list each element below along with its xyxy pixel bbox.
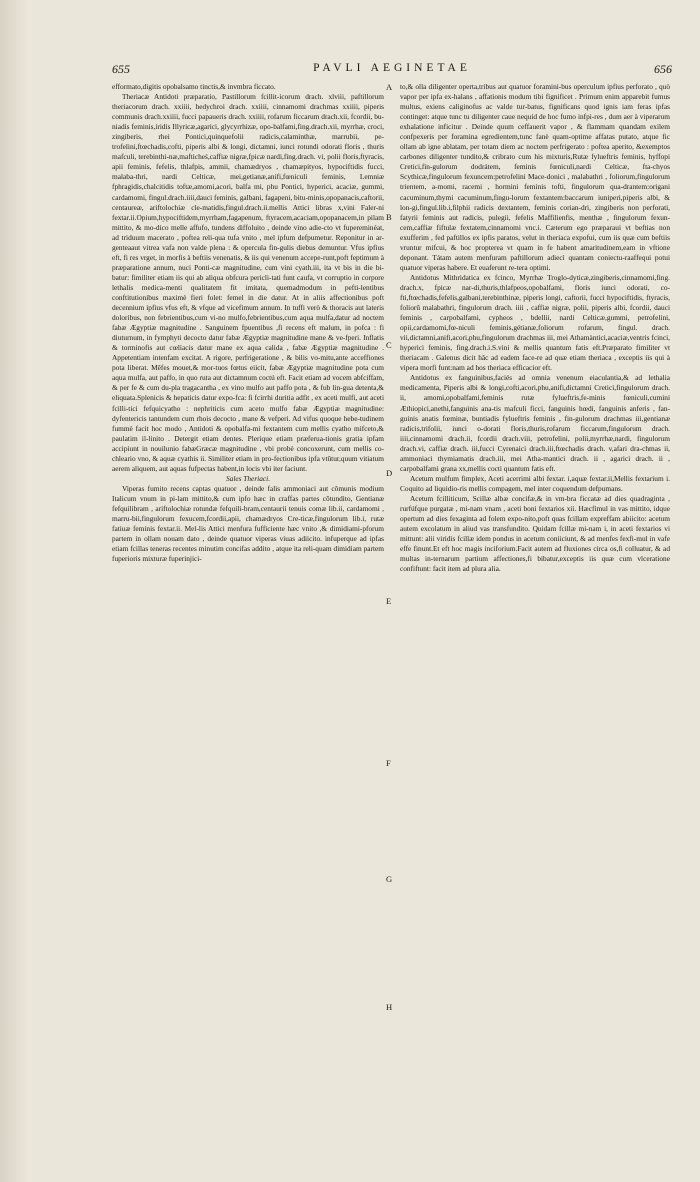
paragraph-mithridatica: Antidotus Mithridatica ex fcinco, Myrrhæ Troglo-dyticæ,zingiberis,cinnamomi,fing. drach.x, fpicæ nar-di,thuris,thlafpeos,opobalfami, floris iunci odorati, co-fti,ftœchadis,fefelis,galbani,terebinthinæ, piperis longi, caftorii, fucci hypociftidis, ftyracis, foliorũ malabathri, fingulorum drach. iiii , caffiæ nigræ, polii, piperis albi, fcordii, dauci feminis , carpobalfami, cypheos , bdellii, nardi Celticæ,gummi, petrofelini, opii,cardamomi,fœ-niculi feminis,gétianæ,foliorum rofarum, fingul. drach. vii,dictamni,anifi,acori,phu,fingulorum drachmas iii, mei Athamàntici,acaciæ,ventris fcinci, hyperici feminis, fing.drach.i.S.vini & mellis quantum fatis eft.Præparato fimiliter vt theriacam . Galenus dicit hâc ad eadem face-re ad quæ etiam theriaca , exceptis iis qui à vipera morfi funt:nam ad hos theriaca efficacior eft. bbox=[400, 272, 670, 373]
left-column bbox=[112, 82, 384, 1122]
page-number-left: 655 bbox=[112, 62, 130, 76]
page-number-right: 656 bbox=[654, 62, 672, 76]
margin-letter: H bbox=[386, 1002, 393, 1012]
section-heading: Sales Theriaci. bbox=[225, 473, 271, 483]
margin-letter: C bbox=[386, 340, 392, 350]
paragraph: efformato,digitis opobalsamo tinctis,& invmbra ficcato. bbox=[112, 82, 276, 91]
paragraph-sales-theriaci: Viperas fumito recens captas quatuor , deinde falis ammoniaci aut cõmunis modium Italicum vnum in pi-lam mittito,& cum ipfo hæc in craffas partes cõtundito, Gentianæ fefquilibram , ariftolochiæ rotundæ fefquili-bram,centaurii tenuis comæ lib.ii, cardamomi , marru-bii,fingulorum fexucem,fcordii,apii, chamædryos Cre-ticæ,fingulorum lib.i, rutæ fatiuæ feminis fextar.ii. Mel-lis Attici menfura fufficiente hæc vnito ,& dimidiami-pforum partem in ollam nouam dato , deinde quatuor viperas viuas adiicito. infuperque ad ipfas etiam fcillas teneras recentes minutim concifas addito , atque ita reli-quam dimidiam partem fuperioris mixturæ fuperinjici- bbox=[112, 483, 384, 564]
margin-letter: B bbox=[386, 212, 392, 222]
running-header bbox=[112, 62, 672, 82]
paragraph-acetum-mulsum: Acetum mulfum fimplex, Aceti acerrimi albi fextar. i,aquæ fextar.ii,Mellis fextarium i. Coquito ad liquidio-ris mellis compagem, mel inter coquendum defpumans. bbox=[400, 473, 670, 493]
margin-letter: D bbox=[386, 468, 393, 478]
right-column bbox=[400, 82, 670, 1122]
margin-letter: E bbox=[386, 596, 392, 606]
margin-letter: F bbox=[386, 758, 391, 768]
running-title: PAVLI AEGINETAE bbox=[313, 62, 471, 74]
paragraph-acetum-scilliticum: Acetum fcilliticum, Scillæ albæ concifæ,& in vm-bra ficcatæ ad dies quadraginta , rurfúfque purgatæ , mi-nam vnam , aceti boni fextarios xii. Hæcfimul in vas mittito, idque opertum ad dies fexaginta ad folem expo-nito,poft quas fcillam expreffam abiicito: acetum autem excolatum in aliud vas transfundito. Quidam fcillæ mi-nam i, in aceti fextarios vi mittunt: alii viridis fcillæ idem pondus in acetum coniiciunt, & ad menfes fexfi-mul in vafe effe finunt.Et eft hoc magis inciforium.Facit autem ad fluxiones circa os,fi colluatur, & ad multas in-ternarum partium affectiones,fi bibatur,exceptis iis quæ cum vlceratione confiftunt: facit item ad plura alia. bbox=[400, 493, 670, 574]
paragraph-theriaca: Theriacæ Antidoti præparatio, Pastillorum fcillit-icorum drach. xlviii, paftillorum theriacorum drach. xxiiii, hedychroi drach. xxiiii, cinnamomi drachmas xxiiii, piperis communis drach.xxiiii, fucci papaueris drach. xxiiii, rofarum ficcarum drach.xii, fcordii, bu-niadis feminis,iridis Illyricæ,agarici, glycyrrhizæ, opo-balfami,fing.drach.xii, myrrhæ, croci, zingiberis, rhei Pontici,quinquefolii radicis,calaminthæ, marrubii, pe-trofelini,ftœchadis,cofti, piperis albi & longi, dictamni, iunci rotundi odorati floris , thuris mafculi, terebinthi-næ,mafticheś,caffiæ nigræ,fpicæ nardi,fing.drach. vi, polii floris,ftyracis, apii feminis, fefelis, thlafpis, ammii, chamædryos , chamæpityos, hypociftidis fucci, malaba-thri, nardi Celticæ, mei,getianæ,anifi,fœniculi feminis, Lemniæ fphragidis,chalcitidis toftæ,amomi,acori, balfa mi, phu Pontici, hyperici, acaciæ, gummi, cardamomi, fingul.drach.iiii,dauci feminis, galbani, fagapeni, bitu-minis,opopanacis,caftorii, centaureæ, ariftolochiæ cle-matidis,fingul.drach.ii.mellis Attici libras x,vini Faler-ni fextar.ii.Opium,hypociftidem,myrrham,fagapenum, ftyracem,acaciam,opopanacem,in pilam mittito, & mo-dico melle affufo, tundens diffoluito , deinde vino adie-cto vt fupereminéat, ad triduum macerato , poftea reli-qua tufa vnito , mel ipfum defpumetur. Reponitur in ar-genteaaut vitrea vafa non valde plena : & opercula fin-gulis diebus demuntur. Vfus ipfius eft, fi res vrget, in morfis à beftiis venenatis, & iis qui venenum accepe-runt,poft feptimum à præparatione annum, nuci Ponti-cæ magnitudine, cum vini cyath.iii, ita vt bis in die bi-batur: fimiliter etiam iis qui ab aliqua obfcura pericli-tati funt caufa, vt corruptio in corpore lethalis medica-menti qualitatem fit imitata, quemadmodum in pefti-lentibus conftitutionibus maximè fieri folet: femel in die datur. At in aliis affectionibus poft decennium ipfius vfus eft, & vfque ad vicefimum annum. In tuffi verò & thoracis aut lateris doloribus, non febrientibus,cum vi-no mulfo,febrientibus,cum aqua mulfa,datur ad noctem fabæ Ægyptiæ magnitudine . Sanguinem fpuentibus ,fi recens eft malum, in pofca : fi diuturnum, in fymphyti decocto datur fabæ Ægyptiæ magnitudine mane & ve-fperi. Inflatis & torminofis aut cœliacis datur mane ex aqua calida , fabæ Ægyptiæ magnitudine . Appetentiam intenfam excitat. A rigore, perfrigeratione , & bilis vo-mitu,ante acceffiones pota liberat. Mêfes mouet,& mor-tuos fœtus eiicit, fabæ Ægyptiæ magnitudine pota cum aqua mulfa, aut paffo, in quo ruta aut dictamnum coctú eft. Facit etiam ad vocem abfciffam, & per fe & cum du-pla tragacantha , ex vino mulfo aut paffo pota , & fub lin-gua detenta,& eliquata.Splenicis & hepaticis datur expo-fca: fi fcirrhi duritia adfit , ex aceti mulfi, aut aceti fcilli-tici fefquicyatho : nephriticis cum aceto mulfo fabæ Ægyptiæ magnitudine: dyfentericis tantundem cum rhois decocto , mane & vefperi. Ad vifus quoque hebe-tudinem fummè facit hoc modo , Antidoti & opobalfa-mi fextantem cum mellis cyatho mifceto,& paulatim il-linito . Detergit etiam dentes. Plerique etiam præferua-tionis gratia ipfam accipiunt in nouilunio fabæGræcæ magnitudine , vbi probè concoxerunt, cum mellis co-chleario vno, & aquæ cyathis ii. Similiter etiam in pro-fectionibus ipfa vtûtur,quum vitiatum aerem aliquem, aut aquas fufpectas habent,in locis vbi iter faciunt. bbox=[112, 92, 384, 473]
margin-letter: A bbox=[386, 82, 393, 92]
paragraph-sanguinibus: Antidotus ex fanguinibus,faciés ad omnia venenum eiaculantia,& ad lethalia medicamenta, Piperis albi & longi,cofti,acori,phu,anifi,dictamni Cretici,fingulorum drach. ii, amomi,opobalfami,feminis rutæ fylueftris,fe-minis fœniculi,cumini Æthiopici,anethi,fanguinis ana-tis mafculi ficci, fanguinis hœdi, fanguinis anferis , fan-guinis anatis fœminæ, buntiadis fylueftris feminis , fin-gulorum drachmas iii,gentianæ radicis,trifolii, iunci o-dorati floris,thuris,rofarum ficcarum,fingulorum drach. iiii,cinnamomi drach.ii, fcordii drach.viii, petrofelini, polii,myrrhæ,nardi, fingulorum drach.vi, caffiæ drach. iii,fucci Cyrenaici drach.iii,ftœchadis drach. v,afari dra-chmas ii, ammoniaci thymiamatis drach.iii, mei Atha-mantici drach. ii , agarici drach. ii , carpobalfami grana xx,mellis cocti quantum fatis eft. bbox=[400, 373, 670, 473]
page-gutter-shadow bbox=[0, 0, 28, 1182]
margin-letters bbox=[384, 82, 400, 1122]
paragraph: to,& olla diligenter operta,tribus aut quatuor foramini-bus operculum ipfius perforato , quò vapor per ipfa ex-halans , affationis modum tibi fignificet . Primum enim apparebit fumus multus, exiens caliginofus ac valde tur-batus, fignificans quod ignis iam feras ipfas continget: atque tunc tu diligenter caue nequid de hoc fumo infpi-res , dum aer à viperarum exhalatione inficitur . Deinde quum ceffauerit vapor , & flammam quandam exilem confpexeris per foramina egredientem,tunc fanè quam-optime affatas putato, atque fic ollam ab igne ablatam, per totam diem ac noctem perfrigerato : poftea aperito, &exemptos carbones diligenter tundito,& cribrato cum his mixturis,Rutæ fylueftris feminis, hyffopi Cretici,fin-gulorum dodrátem, feminis fœniculi,nardi Celticæ, fta-chyos Scythicæ,fingulorum fexuncem:petrofelini Mace-donici , malabathri , foliorum,fingulorum trientem, a-momi, racemi , hormini feminis tofti, fingulorum qua-drantem:origani cacuminum,thymi cacuminum,fingu-lorum fextantem:baccarum iuniperi,piperis albi, & lon-gi,fingul.lib.i,filphii radicis dextantem, feminis corian-dri, zingiberis non perforati, fatyrii feminis aut radicis, pulegii, fefelis Maffilienfis, menthæ , fingulorum fexun-cem,caffiæ fiftulæ fextatem,cinnamomi vnc.i. Cæterum ego præparaui vt beftias non exufferim , fed paftillos ex ipfis paratos, velut in theriaca expofui, cum iis quæ cum beftiis vruntur mifcui, & hoc propterea vt quam in fe habent amaritudinem,eam in vftione deponant. Tátam autem menfuram paftillorum adiecì quantam coniectu-raaffequi potui quatuor viperas habere. Et euaferunt re-tera optimi. bbox=[400, 82, 670, 272]
margin-letter: G bbox=[386, 874, 393, 884]
